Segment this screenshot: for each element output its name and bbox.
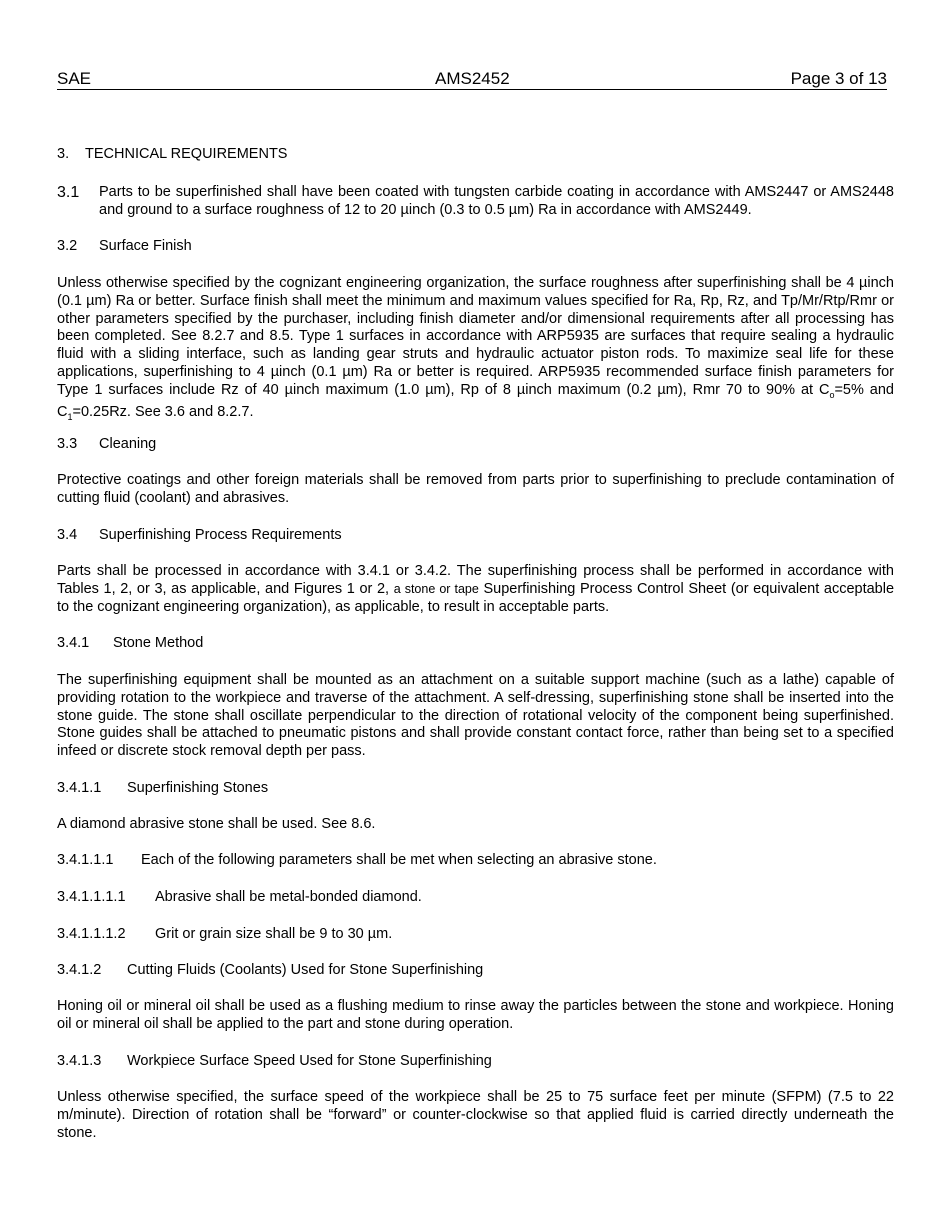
heading-number: 3.4.1.2	[57, 962, 102, 978]
heading-title: TECHNICAL REQUIREMENTS	[85, 146, 288, 162]
heading-3-4-1-3	[57, 1053, 894, 1071]
heading-number: 3.4.1.1	[57, 780, 102, 796]
para-text: Honing oil or mineral oil shall be used as a flushing medium to rinse away the particles between the stone and workpiece. Honing oil or mineral oil shall be applied to the part and stone during operation.	[57, 998, 894, 1032]
subscript-1: 1	[67, 412, 73, 423]
para-text-small: a stone or tape	[393, 581, 479, 596]
heading-number: 3.2	[57, 238, 78, 254]
heading-number: 3.	[57, 146, 70, 162]
para-text: Unless otherwise specified by the cognizant engineering organization, the surface roughness after superfinishing shall be 4 µinch (0.1 µm) Ra or better. Surface finish shall meet the minimum and maximum values specified for Ra, Rp, Rz, and Tp/Mr/Rtp/Rmr or other parameters specified by the purchaser, including finish diameter and/or dimensional requirements after all processing has been completed. See 8.2.7 and 8.5. Type 1 surfaces in accordance with ARP5935 are surfaces that require sealing a hydraulic fluid with a sliding interface, such as landing gear struts and hydraulic actuator piston rods. To maximize seal life for these applications, superfinishing to 4 µinch (0.1 µm) Ra or better is required. ARP5935 recommended surface finish parameters for Type 1 surfaces include Rz of 40 µinch maximum (1.0 µm), Rp of 8 µinch maximum (0.2 µm), Rmr 70 to 90% at C	[57, 275, 894, 398]
header-doc-number: AMS2452	[435, 69, 510, 88]
header-page-number: Page 3 of 13	[790, 69, 887, 88]
para-text: Superfinishing Process Control Sheet (or equivalent acceptable to the cognizant engineering organization), as applicable, to result in acceptable parts.	[57, 580, 895, 615]
para-number: 3.4.1.1.1.1	[57, 889, 126, 905]
para-text: A diamond abrasive stone shall be used. See 8.6.	[57, 816, 376, 832]
para-text: =0.25Rz. See 3.6 and 8.2.7.	[72, 404, 254, 421]
para-3-2	[57, 275, 894, 427]
heading-title: Cleaning	[99, 436, 157, 452]
heading-title: Stone Method	[113, 635, 204, 651]
para-text: Parts to be superfinished shall have been coated with tungsten carbide coating in accordance with AMS2447 or AMS2448 and ground to a surface roughness of 12 to 20 µinch (0.3 to 0.5 µm) Ra in accordance with AMS2449.	[99, 184, 894, 218]
para-text: Protective coatings and other foreign materials shall be removed from parts prior to superfinishing to preclude contamination of cutting fluid (coolant) and abrasives.	[57, 472, 894, 506]
para-3-4-1-1-1-1	[57, 889, 894, 907]
heading-3	[57, 146, 894, 164]
para-3-4-1-1-1	[57, 852, 894, 870]
para-text: Unless otherwise specified, the surface speed of the workpiece shall be 25 to 75 surface feet per minute (SFPM) (7.5 to 22 m/minute). Direction of rotation shall be “forward” or counter-clockwise so that applied fluid is carried directly underneath the stone.	[57, 1089, 894, 1141]
subscript-o: o	[829, 389, 835, 400]
heading-title: Superfinishing Process Requirements	[99, 527, 342, 543]
para-text: Grit or grain size shall be 9 to 30 µm.	[155, 926, 393, 942]
heading-3-2	[57, 238, 894, 256]
para-3-4-1-1	[57, 816, 894, 834]
heading-3-4	[57, 527, 894, 545]
page-header	[57, 68, 887, 90]
heading-3-3	[57, 436, 894, 454]
para-text: Parts shall be processed in accordance with 3.4.1 or 3.4.2. The superfinishing process shall be performed in accordance with Tables 1, 2, or 3, as applicable, and Figures 1 or 2,	[57, 563, 894, 597]
heading-3-4-1-1	[57, 780, 894, 798]
para-text: Each of the following parameters shall be met when selecting an abrasive stone.	[141, 852, 657, 868]
para-number: 3.4.1.1.1.2	[57, 926, 126, 942]
heading-number: 3.4	[57, 527, 78, 543]
para-3-4	[57, 563, 894, 616]
heading-title: Superfinishing Stones	[127, 780, 269, 796]
heading-title: Surface Finish	[99, 238, 192, 254]
para-number: 3.1	[57, 184, 80, 201]
para-3-4-1-3	[57, 1089, 894, 1142]
para-3-4-1	[57, 672, 894, 761]
heading-title: Workpiece Surface Speed Used for Stone Superfinishing	[127, 1053, 492, 1069]
heading-3-4-1	[57, 635, 894, 653]
para-3-1	[57, 184, 894, 220]
para-number: 3.4.1.1.1	[57, 852, 114, 868]
para-3-4-1-1-1-2	[57, 926, 894, 944]
heading-title: Cutting Fluids (Coolants) Used for Stone Superfinishing	[127, 962, 484, 978]
para-text: =5% and C	[57, 381, 894, 421]
heading-number: 3.4.1	[57, 635, 90, 651]
heading-number: 3.4.1.3	[57, 1053, 102, 1069]
para-3-3	[57, 472, 894, 508]
para-text: The superfinishing equipment shall be mounted as an attachment on a suitable support machine (such as a lathe) capable of providing rotation to the workpiece and traverse of the attachment. A self-dressing, superfinishing stone shall be inserted into the stone guide. The stone shall oscillate perpendicular to the direction of rotational velocity of the component being superfinished. Stone guides shall be attached to pneumatic pistons and shall provide constant contact force, rather than being set to a specified infeed or discrete stock removal depth per pass.	[57, 672, 894, 760]
heading-3-4-1-2	[57, 962, 894, 980]
heading-number: 3.3	[57, 436, 78, 452]
para-text: Abrasive shall be metal-bonded diamond.	[155, 889, 422, 905]
para-3-4-1-2	[57, 998, 894, 1034]
header-org: SAE	[57, 69, 92, 88]
